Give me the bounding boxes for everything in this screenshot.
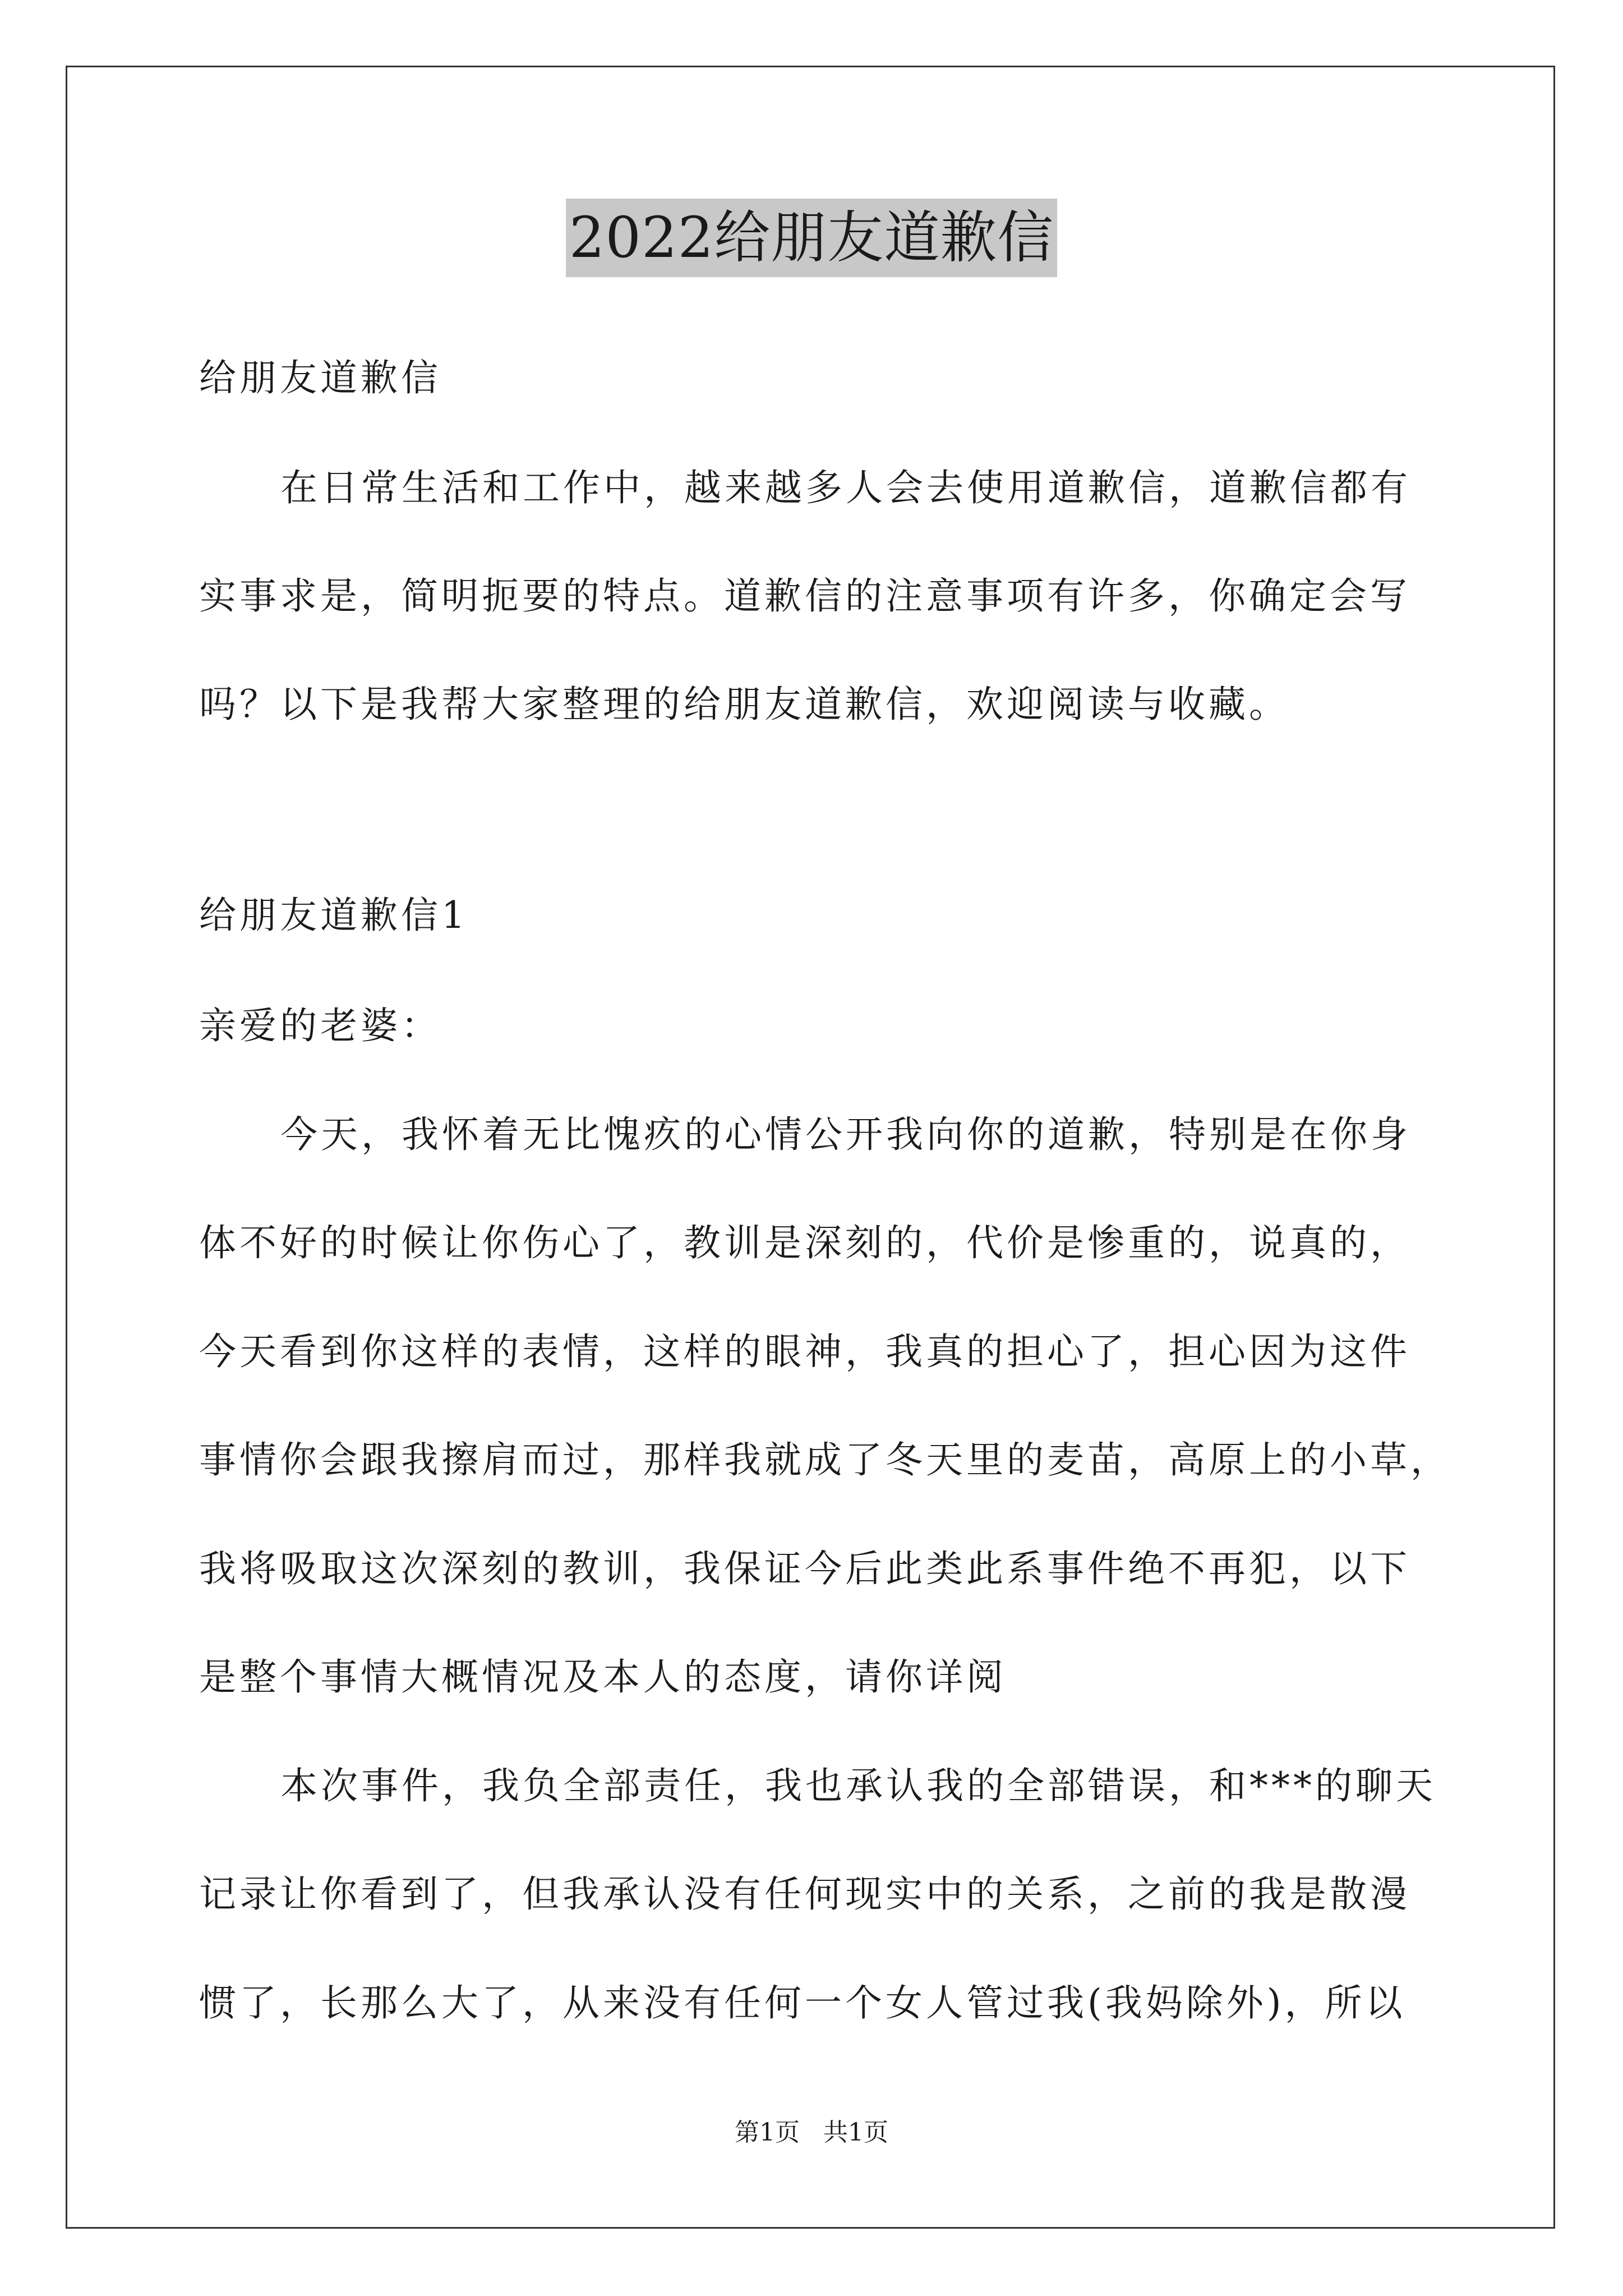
intro-line-3: 吗？以下是我帮大家整理的给朋友道歉信，欢迎阅读与收藏。 <box>199 683 1289 726</box>
body-line-7: 本次事件，我负全部责任，我也承认我的全部错误，和***的聊天 <box>280 1764 1436 1807</box>
body-line-6: 是整个事情大概情况及本人的态度，请你详阅 <box>199 1655 1007 1699</box>
document-title: 2022给朋友道歉信 <box>566 199 1058 277</box>
body-line-8: 记录让你看到了，但我承认没有任何现实中的关系，之前的我是散漫 <box>199 1872 1410 1916</box>
intro-line-1: 在日常生活和工作中，越来越多人会去使用道歉信，道歉信都有 <box>280 466 1411 509</box>
body-line-4: 事情你会跟我擦肩而过，那样我就成了冬天里的麦苗，高原上的小草， <box>199 1438 1451 1481</box>
body-line-5: 我将吸取这次深刻的教训，我保证今后此类此系事件绝不再犯，以下 <box>199 1547 1410 1590</box>
body-line-9: 惯了，长那么大了，从来没有任何一个女人管过我(我妈除外)，所以 <box>199 1981 1406 2024</box>
title-container <box>0 199 1623 277</box>
section-heading: 给朋友道歉信1 <box>199 894 468 937</box>
subtitle-line: 给朋友道歉信 <box>199 356 441 399</box>
body-line-3: 今天看到你这样的表情，这样的眼神，我真的担心了，担心因为这件 <box>199 1330 1410 1373</box>
intro-line-2: 实事求是，简明扼要的特点。道歉信的注意事项有许多，你确定会写 <box>199 574 1410 618</box>
page-footer <box>0 2116 1623 2150</box>
page-number: 第1页 共1页 <box>735 2118 888 2147</box>
body-line-1: 今天，我怀着无比愧疚的心情公开我向你的道歉，特别是在你身 <box>280 1113 1411 1156</box>
salutation: 亲爱的老婆： <box>199 1004 441 1047</box>
body-line-2: 体不好的时候让你伤心了，教训是深刻的，代价是惨重的，说真的， <box>199 1221 1410 1264</box>
